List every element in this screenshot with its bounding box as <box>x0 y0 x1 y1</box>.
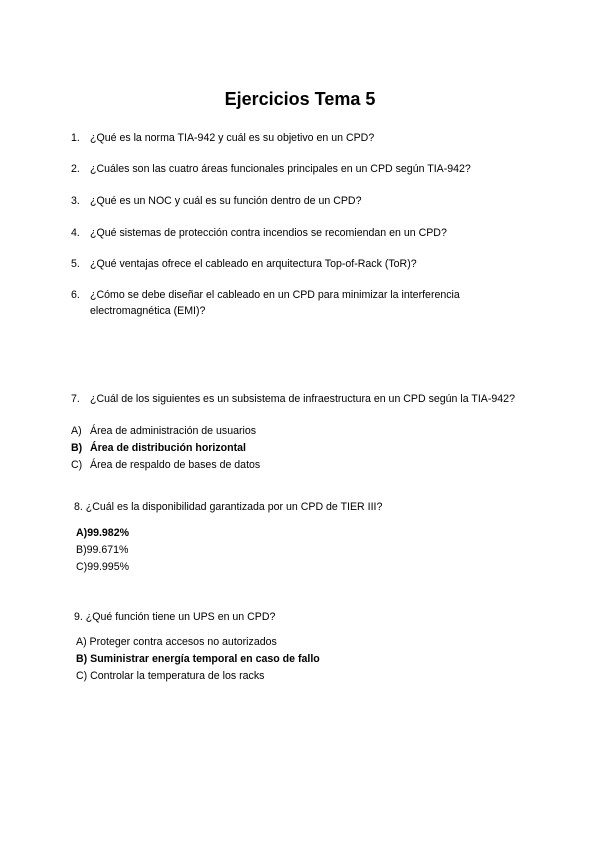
option-letter: B) <box>76 544 87 556</box>
question-number: 6. <box>71 289 80 301</box>
question-text-line-1: ¿Cómo se debe diseñar el cableado en un CPD para minimizar la interferencia <box>90 289 460 301</box>
option-letter: A) <box>76 527 88 539</box>
question-number: 3. <box>71 195 80 207</box>
question-text: ¿Qué ventajas ofrece el cableado en arquitectura Top-of-Rack (ToR)? <box>90 258 417 270</box>
option-letter: B) <box>71 442 83 454</box>
question-text: ¿Cuáles son las cuatro áreas funcionales principales en un CPD según TIA-942? <box>90 163 471 175</box>
question-number: 7. <box>71 393 80 405</box>
question-9: 9. ¿Qué función tiene un UPS en un CPD? <box>74 611 276 623</box>
option-text: Proteger contra accesos no autorizados <box>89 636 277 648</box>
question-number: 4. <box>71 227 80 239</box>
q8-option-a-correct <box>76 525 129 541</box>
q9-option-b-correct <box>76 651 320 667</box>
q8-option-b <box>76 542 128 558</box>
page-title: Ejercicios Tema 5 <box>224 89 376 109</box>
q8-option-c <box>76 559 129 575</box>
option-letter: B) <box>76 653 88 665</box>
question-text: ¿Cuál de los siguientes es un subsistema de infraestructura en un CPD según la TIA-942? <box>90 393 515 405</box>
option-text: 99.671% <box>86 544 129 556</box>
q9-option-c <box>76 668 264 684</box>
question-8: 8. ¿Cuál es la disponibilidad garantizada por un CPD de TIER III? <box>74 501 383 513</box>
option-letter: C) <box>76 670 88 682</box>
option-text: Área de administración de usuarios <box>90 425 257 437</box>
question-number: 5. <box>71 258 80 270</box>
option-text: 99.995% <box>87 561 130 573</box>
option-text: Área de respaldo de bases de datos <box>90 459 261 471</box>
question-text: ¿Qué sistemas de protección contra incendios se recomiendan en un CPD? <box>90 227 447 239</box>
option-text: Área de distribución horizontal <box>90 442 246 454</box>
question-text-line-2: electromagnética (EMI)? <box>90 305 206 317</box>
option-letter: A) <box>76 636 87 648</box>
option-letter: A) <box>71 425 82 437</box>
q9-option-a <box>76 634 277 650</box>
option-letter: C) <box>76 561 88 573</box>
option-text: Suministrar energía temporal en caso de fallo <box>90 653 320 665</box>
question-text: ¿Qué es un NOC y cuál es su función dentro de un CPD? <box>90 195 362 207</box>
question-text: ¿Qué es la norma TIA-942 y cuál es su objetivo en un CPD? <box>90 132 375 144</box>
question-number: 1. <box>71 132 80 144</box>
option-text: Controlar la temperatura de los racks <box>90 670 265 682</box>
option-letter: C) <box>71 459 83 471</box>
question-number: 2. <box>71 163 80 175</box>
option-text: 99.982% <box>87 527 130 539</box>
